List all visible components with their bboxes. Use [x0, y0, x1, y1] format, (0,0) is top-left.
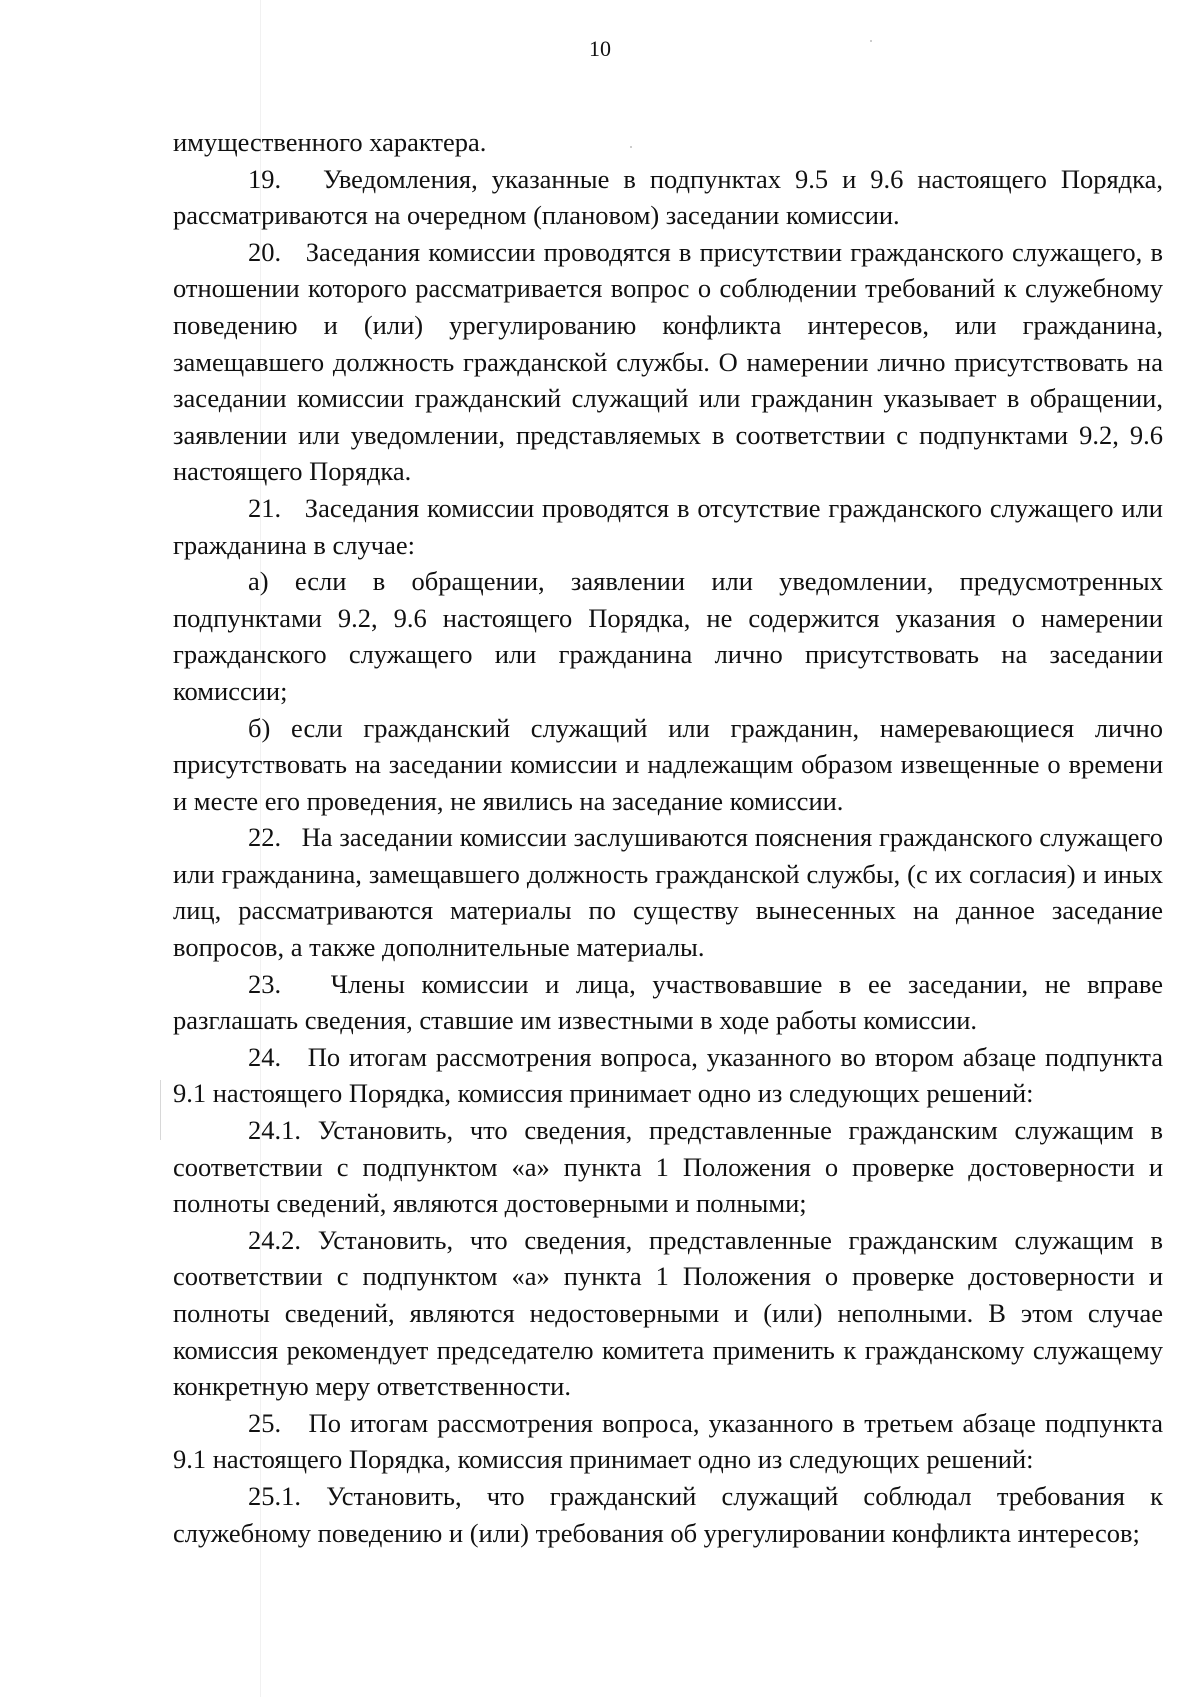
paragraph-20: 20. Заседания комиссии проводятся в присутствии гражданского служащего, в отношении которого рассматривается вопрос о соблюдении требований к служебному поведению и (или) урегулированию конфликта интересов, или гражданина, замещавшего должность гражданской службы. О намерении лично присутствовать на заседании комиссии гражданский служащий или гражданин указывает в обращении, заявлении или уведомлении, представляемых в соответствии с подпунктами 9.2, 9.6 настоящего Порядка. — [173, 236, 1163, 487]
paragraph-24-2: 24.2. Установить, что сведения, представленные гражданским служащим в соответствии с подпунктом «а» пункта 1 Положения о проверке достоверности и полноты сведений, являются недостоверными и (или) неполными. В этом случае комиссия рекомендует председателю комитета применить к гражданскому служащему конкретную меру ответственности. — [173, 1224, 1163, 1402]
paragraph-25: 25. По итогам рассмотрения вопроса, указанного в третьем абзаце подпункта 9.1 настоящего Порядка, комиссия принимает одно из следующих решений: — [173, 1407, 1163, 1475]
paragraph-continuation: имущественного характера. — [173, 127, 487, 157]
paragraph-21: 21. Заседания комиссии проводятся в отсутствие гражданского служащего или гражданина в случае: — [173, 492, 1163, 560]
paragraph-25-1: 25.1. Установить, что гражданский служащий соблюдал требования к служебному поведению и (или) требования об урегулировании конфликта интересов; — [173, 1480, 1163, 1548]
paragraph-21-b: б) если гражданский служащий или гражданин, намеревающиеся лично присутствовать на заседании комиссии и надлежащим образом извещенные о времени и месте его проведения, не явились на заседание комиссии. — [173, 712, 1163, 816]
paragraph-24-1: 24.1. Установить, что сведения, представленные гражданским служащим в соответствии с подпунктом «а» пункта 1 Положения о проверке достоверности и полноты сведений, являются достоверными и полными; — [173, 1115, 1163, 1219]
document-body — [173, 124, 1163, 1551]
page-number: 10 — [589, 36, 611, 61]
paragraph-19: 19. Уведомления, указанные в подпунктах 9.5 и 9.6 настоящего Порядка, рассматриваются на очередном (плановом) заседании комиссии. — [173, 163, 1163, 231]
paragraph-21-a: а) если в обращении, заявлении или уведомлении, предусмотренных подпунктами 9.2, 9.6 настоящего Порядка, не содержится указания о намерении гражданского служащего или гражданина лично присутствовать на заседании комиссии; — [173, 566, 1163, 706]
paragraph-23: 23. Члены комиссии и лица, участвовавшие в ее заседании, не вправе разглашать сведения, ставшие им известными в ходе работы комиссии. — [173, 968, 1163, 1036]
scan-margin-mark — [160, 1080, 161, 1140]
paragraph-24: 24. По итогам рассмотрения вопроса, указанного во втором абзаце подпункта 9.1 настоящего Порядка, комиссия принимает одно из следующих решений: — [173, 1041, 1163, 1109]
paragraph-22: 22. На заседании комиссии заслушиваются пояснения гражданского служащего или гражданина, замещавшего должность гражданской службы, (с их согласия) и иных лиц, рассматриваются материалы по существу вынесенных на данное заседание вопросов, а также дополнительные материалы. — [173, 822, 1163, 963]
